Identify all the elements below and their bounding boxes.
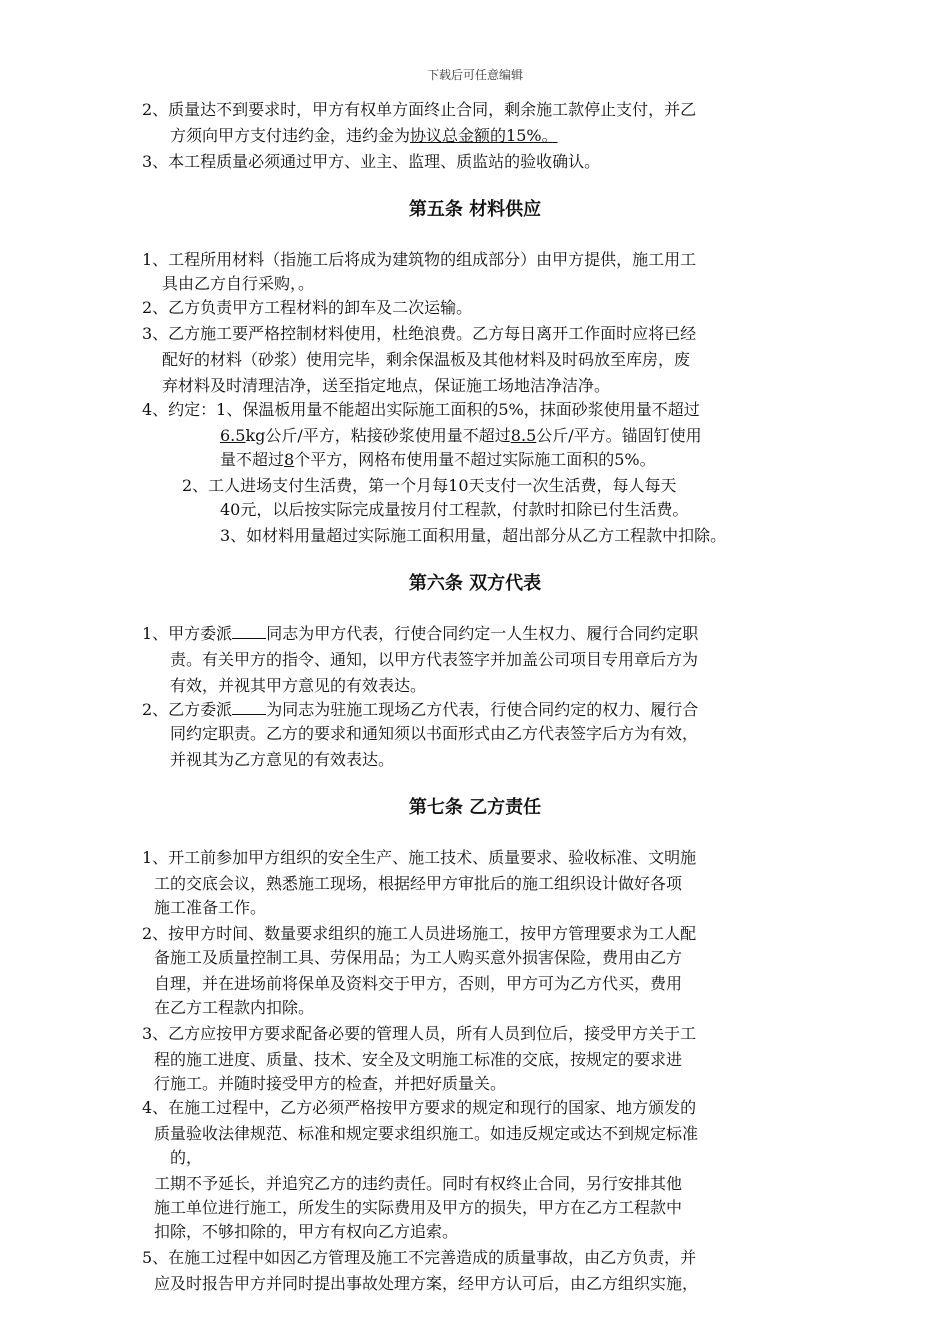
paragraph-line: 程的施工进度、质量、技术、安全及文明施工标准的交底，按规定的要求进 <box>154 1050 683 1069</box>
paragraph-line: 3、本工程质量必须通过甲方、业主、监理、质监站的验收确认。 <box>142 152 601 171</box>
blank-field <box>232 700 266 715</box>
mortar-limit: 6.5 <box>220 426 246 445</box>
paragraph-line: 5、在施工过程中如因乙方管理及施工不完善造成的质量事故，由乙方负责，并 <box>142 1248 697 1267</box>
line-text: 同志为甲方代表，行使合同约定一人生权力、履行合同约定职 <box>266 624 699 643</box>
paragraph-line: 自理，并在进场前将保单及资料交于甲方，否则，甲方可为乙方代买，费用 <box>154 974 683 993</box>
paragraph-line: 并视其为乙方意见的有效表达。 <box>170 750 395 769</box>
line-text: 为同志为驻施工现场乙方代表，行使合同约定的权力、履行合 <box>266 700 699 719</box>
line-text: 1、甲方委派 <box>142 624 233 643</box>
paragraph-line: 2、工人进场支付生活费，第一个月每10天支付一次生活费，每人每天 <box>182 476 677 495</box>
paragraph-line: 3、乙方应按甲方要求配备必要的管理人员，所有人员到位后，接受甲方关于工 <box>142 1024 697 1043</box>
paragraph-line: 1、开工前参加甲方组织的安全生产、施工技术、质量要求、验收标准、文明施 <box>142 848 697 867</box>
paragraph-line: 40元，以后按实际完成量按月付工程款，付款时扣除已付生活费。 <box>220 500 689 519</box>
paragraph-line: 弃材料及时清理洁净，送至指定地点，保证施工场地洁净洁净。 <box>162 376 611 395</box>
paragraph-line: 扣除，不够扣除的，甲方有权向乙方追索。 <box>154 1222 459 1241</box>
paragraph-line: 备施工及质量控制工具、劳保用品；为工人购买意外损害保险，费用由乙方 <box>154 948 683 967</box>
paragraph-line: 4、约定：1、保温板用量不能超出实际施工面积的5%，抹面砂浆使用量不超过 <box>142 400 700 419</box>
paragraph-line: 2、按甲方时间、数量要求组织的施工人员进场施工，按甲方管理要求为工人配 <box>142 924 697 943</box>
paragraph-line: 应及时报告甲方并同时提出事故处理方案，经甲方认可后，由乙方组织实施， <box>154 1274 699 1293</box>
paragraph-line: 在乙方工程款内扣除。 <box>154 998 315 1017</box>
section-title-7: 第七条 乙方责任 <box>408 797 542 818</box>
paragraph-line <box>220 450 656 470</box>
paragraph-line: 1、工程所用材料（指施工后将成为建筑物的组成部分）由甲方提供，施工用工 <box>142 250 697 269</box>
paragraph-line: 同约定职责。乙方的要求和通知须以书面形式由乙方代表签字后方为有效， <box>170 724 699 743</box>
paragraph-line: 行施工。并随时接受甲方的检查，并把好质量关。 <box>154 1074 507 1093</box>
paragraph-line: 工期不予延长，并追究乙方的违约责任。同时有权终止合同，另行安排其他 <box>154 1174 683 1193</box>
paragraph-line: 责。有关甲方的指令、通知，以甲方代表签字并加盖公司项目专用章后方为 <box>170 650 699 669</box>
line-text: 2、乙方委派 <box>142 700 233 719</box>
paragraph-line: 4、在施工过程中，乙方必须严格按甲方要求的规定和现行的国家、地方颁发的 <box>142 1098 697 1117</box>
anchor-limit: 8 <box>284 450 295 469</box>
line-text: 个平方，网格布使用量不超过实际施工面积的5%。 <box>294 450 656 469</box>
paragraph-line: 有效，并视其甲方意见的有效表达。 <box>170 676 427 695</box>
paragraph-line: 的， <box>170 1148 203 1167</box>
paragraph-line: 施工准备工作。 <box>154 898 267 917</box>
penalty-rate: 协议总金额的15%。 <box>410 126 558 145</box>
paragraph-line: 配好的材料（砂浆）使用完毕，剩余保温板及其他材料及时码放至库房，废 <box>162 350 691 369</box>
paragraph-line: 工的交底会议，熟悉施工现场，根据经甲方审批后的施工组织设计做好各项 <box>154 874 683 893</box>
line-text: kg公斤/平方，粘接砂浆使用量不超过 <box>245 426 511 445</box>
paragraph-line <box>170 126 558 146</box>
paragraph-line <box>142 700 698 720</box>
paragraph-line: 2、质量达不到要求时，甲方有权单方面终止合同，剩余施工款停止支付，并乙 <box>142 100 697 119</box>
line-text: 公斤/平方。锚固钉使用 <box>536 426 702 445</box>
page-header: 下载后可任意编辑 <box>426 68 523 82</box>
paragraph-line: 2、乙方负责甲方工程材料的卸车及二次运输。 <box>142 298 473 317</box>
blank-field <box>232 624 266 639</box>
paragraph-line: 3、如材料用量超过实际施工面积用量，超出部分从乙方工程款中扣除。 <box>220 526 727 545</box>
paragraph-line: 3、乙方施工要严格控制材料使用，杜绝浪费。乙方每日离开工作面时应将已经 <box>142 324 697 343</box>
section-title-5: 第五条 材料供应 <box>408 199 542 220</box>
section-title-6: 第六条 双方代表 <box>408 573 542 594</box>
line-text: 方须向甲方支付违约金，违约金为 <box>170 126 411 145</box>
paragraph-line <box>142 624 698 644</box>
paragraph-line: 具由乙方自行采购，。 <box>162 274 315 293</box>
adhesive-limit: 8.5 <box>510 426 537 445</box>
paragraph-line: 施工单位进行施工，所发生的实际费用及甲方的损失，甲方在乙方工程款中 <box>154 1198 683 1217</box>
paragraph-line <box>220 426 702 446</box>
paragraph-line: 质量验收法律规范、标准和规定要求组织施工。如违反规定或达不到规定标准 <box>154 1124 699 1143</box>
line-text: 量不超过 <box>220 450 285 469</box>
